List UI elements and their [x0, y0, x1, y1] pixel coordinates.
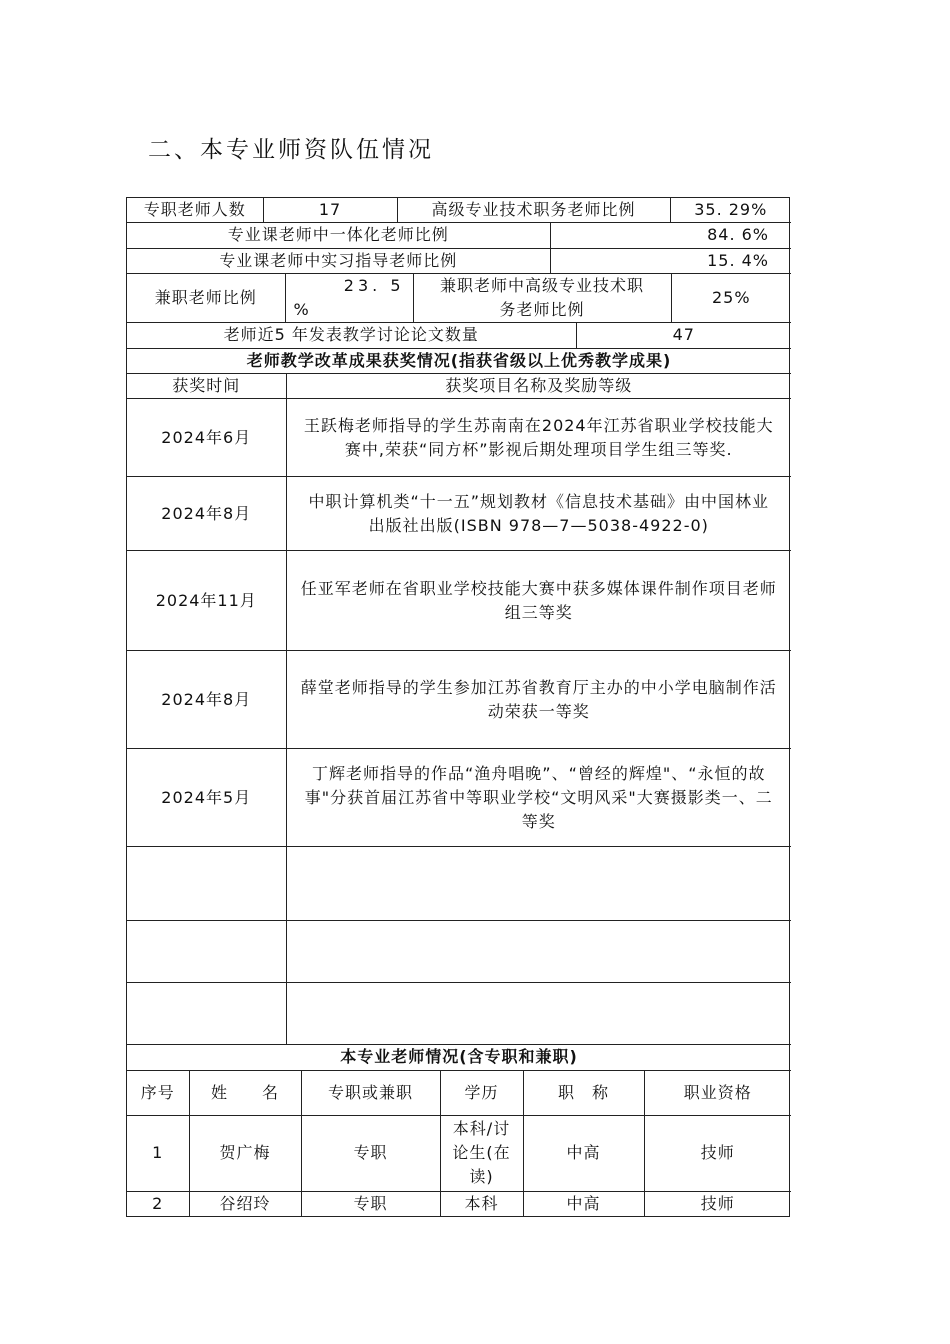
parttime-senior-value: 25% [671, 274, 791, 323]
col-qualification: 职业资格 [644, 1070, 791, 1115]
award-time [127, 983, 286, 1045]
teachers-table [127, 1045, 791, 1216]
award-item [286, 983, 791, 1045]
integrated-ratio-value: 84. 6% [550, 223, 791, 248]
teacher-number: 1 [127, 1115, 189, 1191]
award-row-empty [127, 983, 791, 1045]
teacher-qualification: 技师 [644, 1191, 791, 1216]
col-title: 职 称 [523, 1070, 644, 1115]
teacher-qualification: 技师 [644, 1115, 791, 1191]
award-row [127, 477, 791, 551]
parttime-ratio-value [285, 274, 413, 323]
teacher-row [127, 1191, 791, 1216]
papers-value: 47 [576, 323, 791, 348]
teacher-type: 专职 [301, 1191, 440, 1216]
award-time: 2024年8月 [127, 651, 286, 749]
award-row-empty [127, 847, 791, 921]
award-time [127, 921, 286, 983]
teacher-education: 本科/讨论生(在读) [440, 1115, 523, 1191]
awards-section-title: 老师教学改革成果获奖情况(指获省级以上优秀教学成果) [127, 349, 791, 374]
parttime-ratio-label: 兼职老师比例 [127, 274, 285, 323]
summary-row-2 [127, 223, 791, 274]
award-time: 2024年5月 [127, 749, 286, 847]
internship-ratio-label: 专业课老师中实习指导老师比例 [127, 248, 550, 273]
award-item: 薛堂老师指导的学生参加江苏省教育厅主办的中小学电脑制作活动荣获一等奖 [286, 651, 791, 749]
teacher-title: 中高 [523, 1191, 644, 1216]
teacher-name: 贺广梅 [189, 1115, 301, 1191]
awards-col-item: 获奖项目名称及奖励等级 [286, 374, 791, 399]
award-item: 丁辉老师指导的作品“渔舟唱晚”、“曾经的辉煌"、“永恒的故事"分获首届江苏省中等职业学校“文明风采"大赛摄影类一、二等奖 [286, 749, 791, 847]
col-education: 学历 [440, 1070, 523, 1115]
award-item: 中职计算机类“十一五”规划教材《信息技术基础》由中国林业出版社出版(ISBN 978—7—5038-4922-0) [286, 477, 791, 551]
award-item: 王跃梅老师指导的学生苏南南在2024年江苏省职业学校技能大赛中,荣获“同方杯”影视后期处理项目学生组三等奖. [286, 399, 791, 477]
teachers-section-title: 本专业老师情况(含专职和兼职) [127, 1045, 791, 1070]
award-item [286, 847, 791, 921]
internship-ratio-value: 15. 4% [550, 248, 791, 273]
teacher-row [127, 1115, 791, 1191]
faculty-table [126, 197, 790, 1217]
award-time: 2024年11月 [127, 551, 286, 651]
parttime-ratio-line2: % [293, 299, 310, 319]
award-item: 任亚军老师在省职业学校技能大赛中获多媒体课件制作项目老师组三等奖 [286, 551, 791, 651]
award-row [127, 551, 791, 651]
teacher-number: 2 [127, 1191, 189, 1216]
award-row [127, 749, 791, 847]
col-name: 姓 名 [189, 1070, 301, 1115]
teacher-type: 专职 [301, 1115, 440, 1191]
parttime-ratio-line1: 23. 5 [343, 275, 405, 295]
award-time [127, 847, 286, 921]
section-heading: 二、本专业师资队伍情况 [148, 137, 434, 163]
teacher-title: 中高 [523, 1115, 644, 1191]
col-number: 序号 [127, 1070, 189, 1115]
papers-label: 老师近5 年发表教学讨论论文数量 [127, 323, 576, 348]
summary-row-4 [127, 274, 791, 324]
awards-table [127, 349, 791, 1046]
senior-ratio-label: 高级专业技术职务老师比例 [397, 198, 670, 223]
teacher-education: 本科 [440, 1191, 523, 1216]
fulltime-count-label: 专职老师人数 [127, 198, 263, 223]
award-row [127, 651, 791, 749]
award-time: 2024年6月 [127, 399, 286, 477]
awards-col-time: 获奖时间 [127, 374, 286, 399]
senior-ratio-value: 35. 29% [670, 198, 791, 223]
award-row-empty [127, 921, 791, 983]
parttime-senior-label: 兼职老师中高级专业技术职务老师比例 [413, 274, 671, 323]
award-row [127, 399, 791, 477]
summary-row-1 [127, 198, 791, 223]
col-type: 专职或兼职 [301, 1070, 440, 1115]
award-item [286, 921, 791, 983]
teachers-header-row [127, 1070, 791, 1115]
teacher-name: 谷绍玲 [189, 1191, 301, 1216]
award-time: 2024年8月 [127, 477, 286, 551]
integrated-ratio-label: 专业课老师中一体化老师比例 [127, 223, 550, 248]
fulltime-count-value: 17 [263, 198, 397, 223]
summary-row-5 [127, 323, 791, 349]
